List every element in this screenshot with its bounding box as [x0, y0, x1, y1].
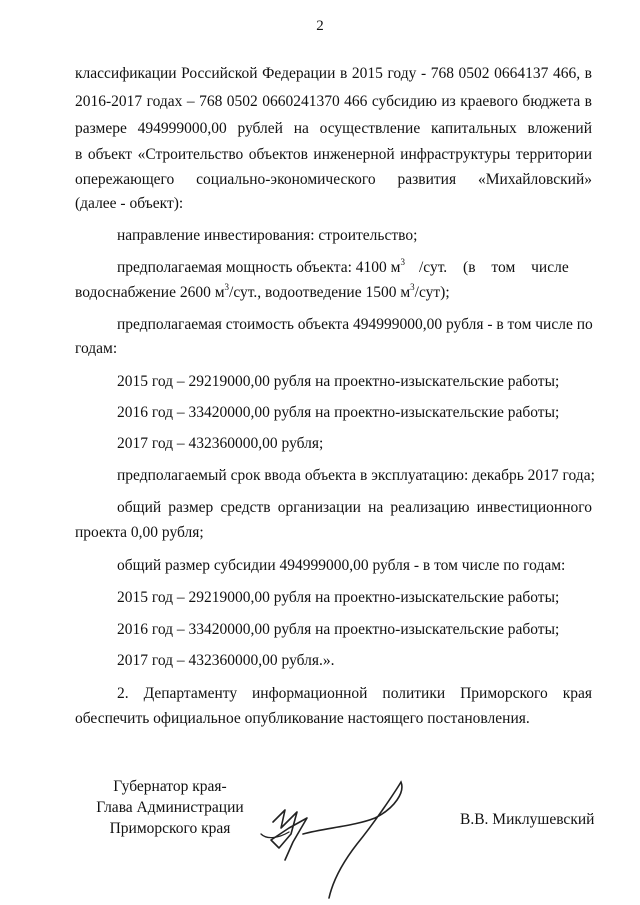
investment-direction: направление инвестирования: строительство;	[117, 227, 418, 244]
org-funds-line: общий размер средств организации на реализацию инвестиционного	[117, 499, 592, 516]
signatory-title	[80, 776, 260, 839]
subsidy-year-item: 2015 год – 29219000,00 рубля на проектно-изыскательские работы;	[117, 589, 560, 606]
cost-year-item: 2017 год – 432360000,00 рубля;	[117, 435, 324, 452]
cost-year-item: 2015 год – 29219000,00 рубля на проектно-изыскательские работы;	[117, 373, 560, 390]
cost-year-item: 2016 год – 33420000,00 рубля на проектно-изыскательские работы;	[117, 404, 560, 421]
signatory-title-line: Губернатор края-	[113, 778, 227, 795]
item2-line: 2. Департаменту информационной политики Приморского края	[117, 685, 592, 702]
subsidy-year-item: 2016 год – 33420000,00 рубля на проектно-изыскательские работы;	[117, 621, 560, 638]
signatory-title-line: Приморского края	[109, 820, 231, 837]
paragraph-line: размере 494999000,00 рублей на осуществление капитальных вложений	[75, 120, 592, 137]
subsidy-total: общий размер субсидии 494999000,00 рубля - в том числе по годам:	[117, 557, 566, 574]
handwritten-signature	[245, 770, 455, 900]
capacity-line-2: водоснабжение 2600 $м^3$/сут., водоотведение 1500 $м^3/сут$);	[75, 281, 450, 301]
paragraph-line: классификации Российской Федерации в 2015 году - 768 0502 0664137 466, в	[75, 65, 592, 82]
paragraph-line: в объект «Строительство объектов инженерной инфраструктуры территории	[75, 146, 592, 163]
page-number: 2	[316, 18, 324, 34]
paragraph-line: 2016-2017 годах – 768 0502 0660241370 466 субсидию из краевого бюджета в	[75, 93, 592, 110]
signatory-title-line: Глава Администрации	[96, 799, 244, 816]
cost-line: годам:	[75, 340, 118, 357]
org-funds-line: проекта 0,00 рубля;	[75, 524, 204, 541]
paragraph-line: (далее - объект):	[75, 195, 184, 212]
commissioning-date: предполагаемый срок ввода объекта в эксплуатацию: декабрь 2017 года;	[117, 467, 595, 484]
subsidy-year-item: 2017 год – 432360000,00 рубля.».	[117, 652, 335, 669]
item2-line: обеспечить официальное опубликование настоящего постановления.	[75, 710, 530, 727]
paragraph-line: опережающего социально-экономического развития «Михайловский»	[75, 171, 592, 188]
cost-line: предполагаемая стоимость объекта 494999000,00 рубля - в том числе по	[117, 316, 593, 333]
capacity-line-1: предполагаемая мощность объекта: 4100 $м^3$ /сут. (в том числе	[117, 256, 569, 276]
signer-name: В.В. Миклушевский	[460, 811, 595, 828]
